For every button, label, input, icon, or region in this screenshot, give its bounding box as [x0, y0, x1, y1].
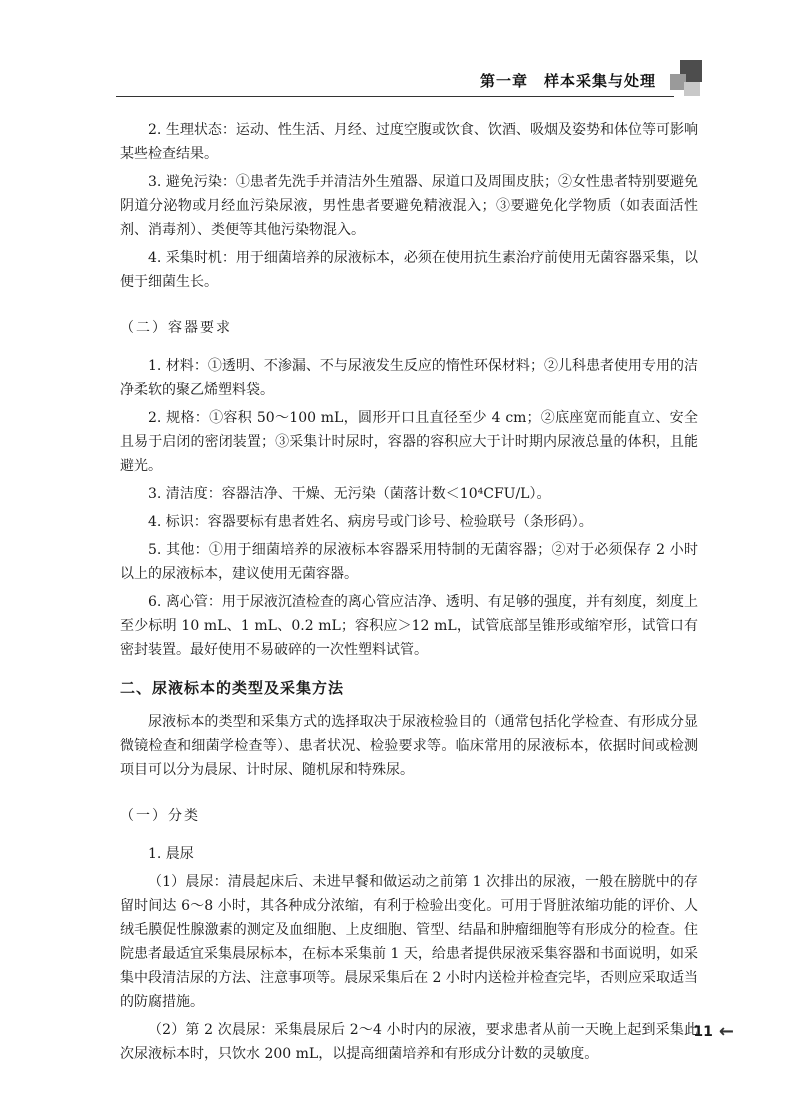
- paragraph-physiological-state: 2. 生理状态：运动、性生活、月经、过度空腹或饮食、饮酒、吸烟及姿势和体位等可影响某些检查结果。: [120, 122, 698, 162]
- paragraph-collection-timing: 4. 采集时机：用于细菌培养的尿液标本，必须在使用抗生素治疗前使用无菌容器采集，以便于细菌生长。: [120, 250, 698, 290]
- header-decoration: [666, 58, 704, 98]
- page-number: 11: [693, 1024, 713, 1040]
- paragraph-second-morning-urine: （2）第 2 次晨尿：采集晨尿后 2～4 小时内的尿液，要求患者从前一天晚上起到采集此次尿液标本时，只饮水 200 mL，以提高细菌培养和有形成分计数的灵敏度。: [120, 1022, 698, 1062]
- chapter-title: 第一章 样本采集与处理: [479, 72, 656, 90]
- decor-block-light: [684, 82, 700, 96]
- item-morning-urine: 1. 晨尿: [148, 846, 194, 862]
- paragraph-avoid-contamination: 3. 避免污染：①患者先洗手并清洁外生殖器、尿道口及周围皮肤；②女性患者特别要避免阴道分泌物或月经血污染尿液，男性患者要避免精液混入；③要避免化学物质（如表面活性剂、消毒剂）、类便等其他污染物混入。: [120, 174, 698, 238]
- subheading-classification: （一）分类: [120, 808, 200, 824]
- header-rule: [116, 96, 674, 97]
- page-header: [116, 58, 704, 98]
- paragraph-specification: 2. 规格：①容积 50～100 mL，圆形开口且直径至少 4 cm；②底座宽而能直立、安全且易于启闭的密闭装置；③采集计时尿时，容器的容积应大于计时期内尿液总量的体积，且能避光。: [120, 410, 698, 474]
- paragraph-section-intro: 尿液标本的类型和采集方式的选择取决于尿液检验目的（通常包括化学检查、有形成分显微镜检查和细菌学检查等）、患者状况、检验要求等。临床常用的尿液标本，依据时间或检测项目可以分为晨尿、计时尿、随机尿和特殊尿。: [120, 714, 698, 778]
- paragraph-labeling: 4. 标识：容器要标有患者姓名、病房号或门诊号、检验联号（条形码）。: [148, 514, 593, 530]
- left-arrow-icon: ←: [718, 1021, 734, 1042]
- section-heading: 二、尿液标本的类型及采集方法: [120, 679, 345, 697]
- paragraph-cleanliness: 3. 清洁度：容器洁净、干燥、无污染（菌落计数＜10⁴CFU/L）。: [148, 486, 551, 502]
- page-body: [120, 118, 698, 1070]
- paragraph-other: 5. 其他：①用于细菌培养的尿液标本容器采用特制的无菌容器；②对于必须保存 2 小时以上的尿液标本，建议使用无菌容器。: [120, 542, 698, 582]
- paragraph-morning-urine: （1）晨尿：清晨起床后、未进早餐和做运动之前第 1 次排出的尿液，一般在膀胱中的存留时间达 6～8 小时，其各种成分浓缩，有利于检验出变化。可用于肾脏浓缩功能的评价、人绒毛膜促性腺激素的测定及血细胞、上皮细胞、管型、结晶和肿瘤细胞等有形成分的检查。住院患者最适宜采集晨尿标本，在标本采集前 1 天，给患者提供尿液采集容器和书面说明，如采集中段清洁尿的方法、注意事项等。晨尿采集后在 2 小时内送检并检查完毕，否则应采取适当的防腐措施。: [120, 874, 698, 1010]
- subheading-container-requirements: （二）容器要求: [120, 320, 232, 336]
- page-footer: [693, 1023, 734, 1041]
- paragraph-centrifuge-tube: 6. 离心管：用于尿液沉渣检查的离心管应洁净、透明、有足够的强度，并有刻度，刻度上至少标明 10 mL、1 mL、0.2 mL；容积应＞12 mL，试管底部呈锥形或缩窄形，试管口有密封装置。最好使用不易破碎的一次性塑料试管。: [120, 594, 698, 658]
- paragraph-material: 1. 材料：①透明、不渗漏、不与尿液发生反应的惰性环保材料；②儿科患者使用专用的洁净柔软的聚乙烯塑料袋。: [120, 358, 698, 398]
